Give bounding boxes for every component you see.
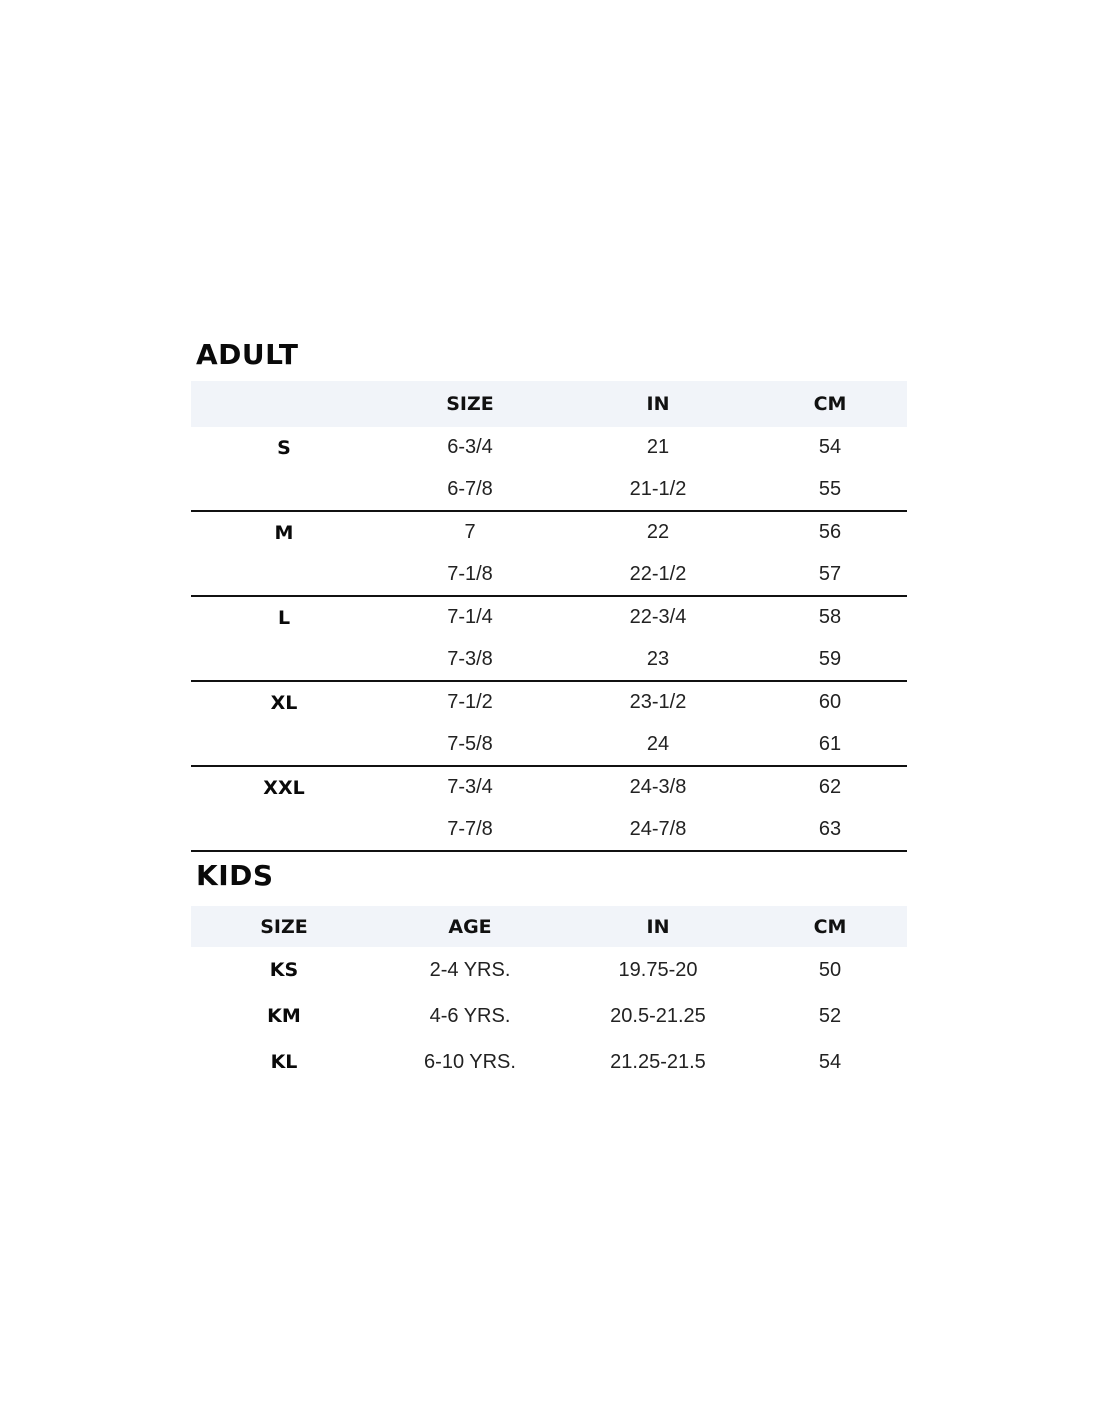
adult-header-in: IN	[646, 393, 670, 415]
adult-header-row	[191, 381, 907, 427]
adult-size-group-s	[191, 427, 907, 512]
inches: 22-3/4	[629, 606, 687, 629]
kids-header-in: IN	[646, 915, 670, 938]
inches: 21	[646, 436, 670, 459]
hat-size: 7-7/8	[447, 817, 493, 840]
centimeters: 63	[818, 817, 842, 840]
adult-size-group-l	[191, 597, 907, 682]
table-row	[191, 597, 907, 639]
table-row	[191, 993, 907, 1039]
hat-size: 7-3/8	[447, 647, 493, 670]
inches: 23-1/2	[629, 691, 687, 714]
size-label: XL	[270, 691, 298, 714]
centimeters: 61	[818, 732, 842, 755]
inches: 21-1/2	[629, 477, 687, 500]
adult-section-title: ADULT	[196, 338, 299, 371]
inches: 19.75-20	[618, 958, 698, 981]
size-label: KS	[269, 959, 299, 981]
inches: 22	[646, 521, 670, 544]
centimeters: 57	[818, 562, 842, 585]
size-label: M	[274, 521, 294, 544]
inches: 21.25-21.5	[610, 1050, 706, 1073]
table-row	[191, 469, 907, 511]
hat-size: 7-3/4	[447, 776, 493, 799]
adult-header-cm: CM	[813, 393, 847, 415]
hat-size: 7-1/8	[447, 562, 493, 585]
adult-size-group-xl	[191, 682, 907, 767]
table-row	[191, 767, 907, 809]
hat-size: 7-1/4	[447, 606, 493, 629]
size-label: KL	[270, 1051, 298, 1073]
inches: 22-1/2	[629, 562, 687, 585]
centimeters: 55	[818, 477, 842, 500]
adult-size-group-m	[191, 512, 907, 597]
inches: 24-3/8	[629, 776, 687, 799]
kids-header-row	[191, 906, 907, 947]
inches: 24	[646, 732, 670, 755]
kids-section-title: KIDS	[196, 859, 274, 892]
hat-size: 6-7/8	[447, 477, 493, 500]
hat-size: 7	[464, 521, 476, 544]
table-row	[191, 724, 907, 766]
hat-size: 7-5/8	[447, 732, 493, 755]
age-range: 6-10 YRS.	[424, 1050, 516, 1073]
table-row	[191, 682, 907, 724]
centimeters: 50	[818, 958, 842, 981]
kids-header-size: SIZE	[260, 915, 308, 938]
kids-size-table	[191, 906, 907, 1085]
hat-size: 6-3/4	[447, 436, 493, 459]
inches: 20.5-21.25	[610, 1004, 706, 1027]
table-row	[191, 554, 907, 596]
centimeters: 58	[818, 606, 842, 629]
centimeters: 62	[818, 776, 842, 799]
kids-header-age: AGE	[448, 915, 492, 938]
size-label: KM	[267, 1005, 301, 1027]
table-row	[191, 639, 907, 681]
table-row	[191, 427, 907, 469]
centimeters: 59	[818, 647, 842, 670]
table-row	[191, 1039, 907, 1085]
inches: 24-7/8	[629, 817, 687, 840]
centimeters: 56	[818, 521, 842, 544]
adult-size-group-xxl	[191, 767, 907, 852]
size-label: XXL	[263, 776, 305, 799]
centimeters: 54	[818, 436, 842, 459]
inches: 23	[646, 647, 670, 670]
table-row	[191, 809, 907, 851]
centimeters: 60	[818, 691, 842, 714]
kids-header-cm: CM	[813, 915, 847, 938]
size-label: L	[277, 606, 291, 629]
age-range: 2-4 YRS.	[429, 958, 511, 981]
table-row	[191, 947, 907, 993]
age-range: 4-6 YRS.	[429, 1004, 511, 1027]
centimeters: 54	[818, 1050, 842, 1073]
hat-size: 7-1/2	[447, 691, 493, 714]
adult-header-size: SIZE	[446, 393, 494, 415]
centimeters: 52	[818, 1004, 842, 1027]
adult-size-table	[191, 381, 907, 852]
size-label: S	[277, 436, 291, 459]
table-row	[191, 512, 907, 554]
